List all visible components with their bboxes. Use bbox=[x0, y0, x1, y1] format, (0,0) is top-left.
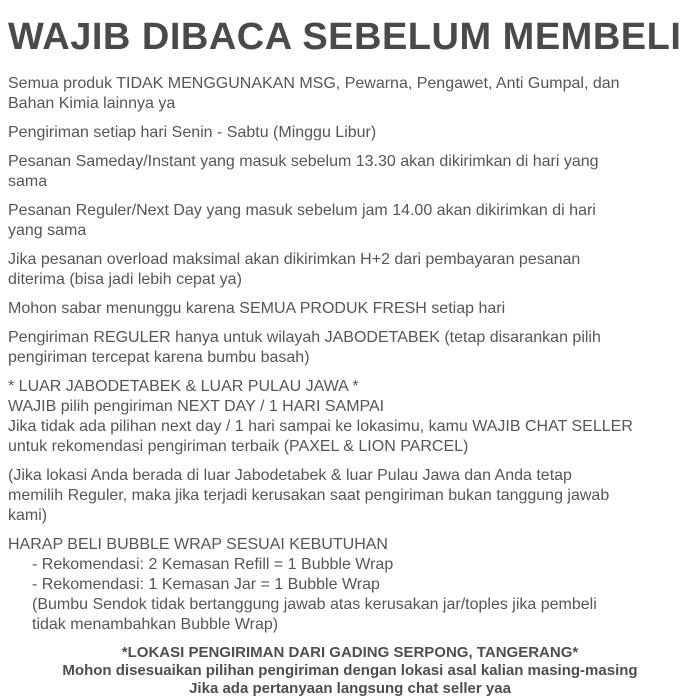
paragraph bbox=[8, 123, 692, 143]
text-line: * LUAR JABODETABEK & LUAR PULAU JAWA * bbox=[8, 377, 359, 395]
paragraph bbox=[8, 377, 692, 457]
paragraph bbox=[8, 201, 692, 241]
text-line: pengiriman tercepat karena bumbu basah) bbox=[8, 348, 310, 366]
footer-line: *LOKASI PENGIRIMAN DARI GADING SERPONG, TANGERANG* bbox=[121, 643, 579, 661]
paragraph bbox=[8, 74, 692, 114]
text-line: diterima (bisa jadi lebih cepat ya) bbox=[8, 270, 242, 288]
text-line: (Bumbu Sendok tidak bertanggung jawab atas kerusakan jar/toples jika pembeli bbox=[32, 595, 597, 613]
footer-line: Jika ada pertanyaan langsung chat seller yaa bbox=[189, 679, 511, 697]
text-line: Pesanan Reguler/Next Day yang masuk sebelum jam 14.00 akan dikirimkan di hari bbox=[8, 201, 596, 219]
text-line: HARAP BELI BUBBLE WRAP SESUAI KEBUTUHAN bbox=[8, 535, 388, 553]
text-line: Pengiriman REGULER hanya untuk wilayah JABODETABEK (tetap disarankan pilih bbox=[8, 328, 601, 346]
text-line: (Jika lokasi Anda berada di luar Jabodetabek & luar Pulau Jawa dan Anda tetap bbox=[8, 466, 572, 484]
text-line: memilih Reguler, maka jika terjadi kerusakan saat pengiriman bukan tanggung jawab bbox=[8, 486, 610, 504]
text-line: Mohon sabar menunggu karena SEMUA PRODUK FRESH setiap hari bbox=[8, 299, 506, 317]
text-line: kami) bbox=[8, 506, 48, 524]
text-line: Bahan Kimia lainnya ya bbox=[8, 94, 176, 112]
text-line: - Rekomendasi: 1 Kemasan Jar = 1 Bubble Wrap bbox=[32, 575, 380, 593]
paragraph bbox=[8, 466, 692, 526]
paragraph bbox=[8, 328, 692, 368]
footer-line: Mohon disesuaikan pilihan pengiriman dengan lokasi asal kalian masing-masing bbox=[62, 661, 638, 679]
text-line: Jika pesanan overload maksimal akan dikirimkan H+2 dari pembayaran pesanan bbox=[8, 250, 581, 268]
text-line: Semua produk TIDAK MENGGUNAKAN MSG, Pewarna, Pengawet, Anti Gumpal, dan bbox=[8, 74, 620, 92]
paragraph bbox=[8, 152, 692, 192]
footer-note bbox=[8, 644, 692, 698]
text-line: Jika tidak ada pilihan next day / 1 hari sampai ke lokasimu, kamu WAJIB CHAT SELLER bbox=[8, 417, 633, 435]
paragraph bbox=[8, 250, 692, 290]
text-line: Pengiriman setiap hari Senin - Sabtu (Minggu Libur) bbox=[8, 123, 377, 141]
paragraph bbox=[8, 299, 692, 319]
text-line: - Rekomendasi: 2 Kemasan Refill = 1 Bubble Wrap bbox=[32, 555, 394, 573]
text-line: yang sama bbox=[8, 221, 87, 239]
notice-body bbox=[8, 74, 692, 635]
text-line: untuk rekomendasi pengiriman terbaik (PAXEL & LION PARCEL) bbox=[8, 437, 469, 455]
page-title: WAJIB DIBACA SEBELUM MEMBELI bbox=[8, 16, 682, 58]
paragraph bbox=[8, 535, 692, 635]
text-line: Pesanan Sameday/Instant yang masuk sebelum 13.30 akan dikirimkan di hari yang bbox=[8, 152, 599, 170]
text-line: tidak menambahkan Bubble Wrap) bbox=[32, 615, 279, 633]
text-line: sama bbox=[8, 172, 48, 190]
text-line: WAJIB pilih pengiriman NEXT DAY / 1 HARI SAMPAI bbox=[8, 397, 385, 415]
